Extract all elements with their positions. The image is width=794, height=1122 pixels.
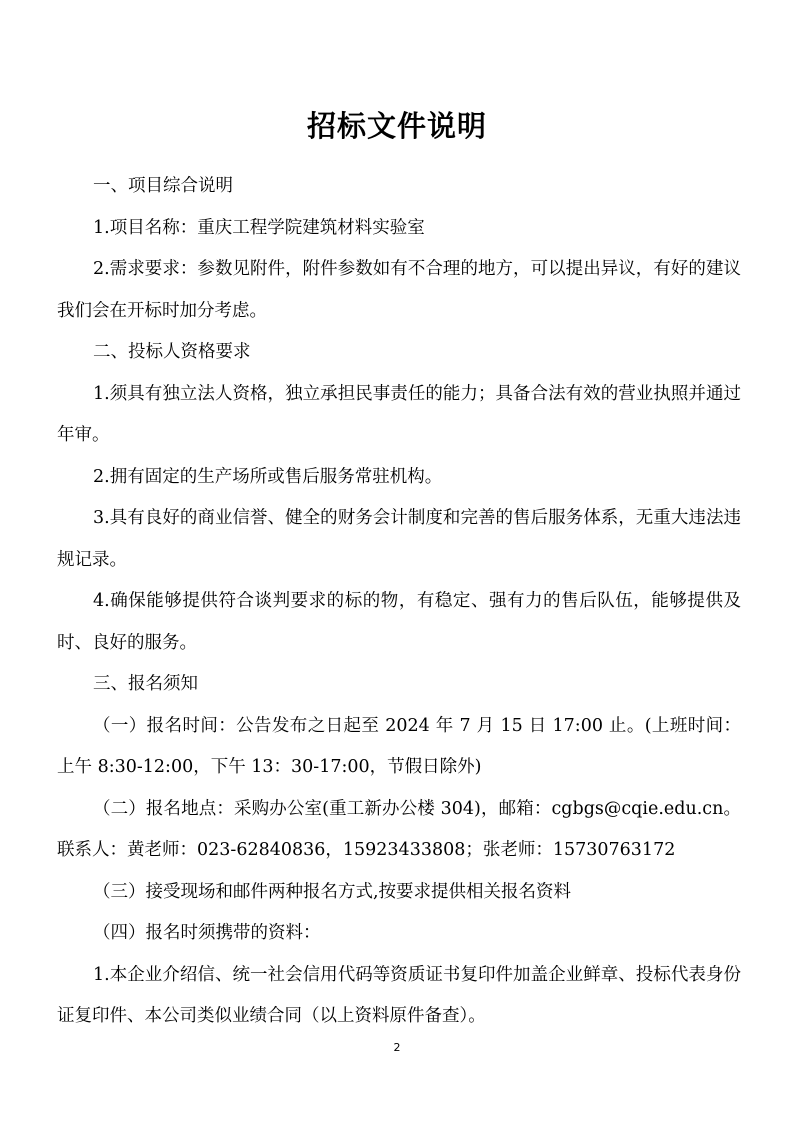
document-body <box>57 166 741 1038</box>
page-number: 2 <box>393 1041 401 1054</box>
qualification-item-4: 4.确保能够提供符合谈判要求的标的物，有稳定、强有力的售后队伍，能够提供及时、良好的服务。 <box>57 591 741 653</box>
section-heading-bidder-qualifications: 二、投标人资格要求 <box>93 342 251 362</box>
project-name-paragraph: 1.项目名称：重庆工程学院建筑材料实验室 <box>93 217 425 238</box>
section-heading-registration: 三、报名须知 <box>93 674 198 694</box>
registration-time-paragraph: （一）报名时间：公告发布之日起至 2024 年 7 月 15 日 17:00 止。(上班时间：上午 8:30-12:00，下午 13：30-17:00，节假日除外) <box>57 715 741 777</box>
document-title: 招标文件说明 <box>306 109 487 143</box>
qualification-item-2: 2.拥有固定的生产场所或售后服务常驻机构。 <box>93 466 443 487</box>
qualification-item-1: 1.须具有独立法人资格，独立承担民事责任的能力；具备合法有效的营业执照并通过年审。 <box>57 383 741 445</box>
requirements-paragraph: 2.需求要求：参数见附件，附件参数如有不合理的地方，可以提出异议，有好的建议我们会在开标时加分考虑。 <box>57 259 741 321</box>
required-materials-heading: （四）报名时须携带的资料： <box>93 923 321 943</box>
required-materials-item-1: 1.本企业介绍信、统一社会信用代码等资质证书复印件加盖企业鲜章、投标代表身份证复印件、本公司类似业绩合同（以上资料原件备查）。 <box>57 964 741 1026</box>
qualification-item-3: 3.具有良好的商业信誉、健全的财务会计制度和完善的售后服务体系，无重大违法违规记录。 <box>57 508 741 570</box>
registration-location-paragraph: （二）报名地点：采购办公室(重工新办公楼 304)，邮箱：cgbgs@cqie.edu.cn。联系人：黄老师：023-62840836，15923433808；张老师：15730763172 <box>57 798 741 860</box>
section-heading-project-overview: 一、项目综合说明 <box>93 176 233 196</box>
registration-method-paragraph: （三）接受现场和邮件两种报名方式,按要求提供相关报名资料 <box>93 881 572 902</box>
